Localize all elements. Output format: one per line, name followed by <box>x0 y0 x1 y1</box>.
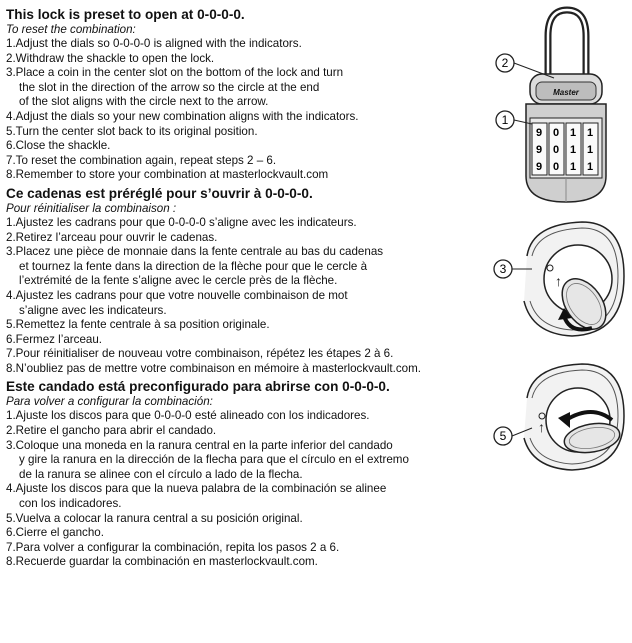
step-item <box>6 424 426 439</box>
step-text: 1.Ajuste los discos para que 0-0-0-0 esté alineado con los indicadores. <box>6 409 370 423</box>
step-item <box>6 347 426 362</box>
english-title: This lock is preset to open at 0-0-0-0. <box>6 7 245 22</box>
step-item <box>6 52 426 67</box>
step-text: 3.Placez une pièce de monnaie dans la fente centrale au bas du cadenas <box>6 245 384 259</box>
svg-text:↑: ↑ <box>555 273 562 289</box>
svg-text:1: 1 <box>569 144 577 156</box>
instructions-text <box>6 6 426 570</box>
step-text: 8.N’oubliez pas de mettre votre combinaison en mémoire à masterlockvault.com. <box>6 361 421 375</box>
svg-text:1: 1 <box>586 144 594 156</box>
step-text: 7.To reset the combination again, repeat steps 2 – 6. <box>6 153 277 167</box>
step-text: 6.Fermez l’arceau. <box>6 332 103 346</box>
step-text: 4.Ajuste los discos para que la nueva palabra de la combinación se alinee <box>6 482 387 496</box>
step-item <box>6 409 426 424</box>
english-steps <box>6 37 426 183</box>
step-text: 6.Close the shackle. <box>6 139 111 153</box>
svg-text:1: 1 <box>586 161 594 173</box>
step-text: 7.Para volver a configurar la combinación, repita los pasos 2 a 6. <box>6 540 340 554</box>
svg-text:3: 3 <box>499 262 507 276</box>
spanish-title: Este candado está preconfigurado para abrirse con 0-0-0-0. <box>6 379 390 395</box>
step-item <box>6 245 426 289</box>
step-item <box>6 216 426 231</box>
step-item <box>6 110 426 125</box>
step-item <box>6 37 426 52</box>
svg-text:1: 1 <box>569 161 577 173</box>
step-item <box>6 125 426 140</box>
step-text: 2.Retire el gancho para abrir el candado. <box>6 424 217 438</box>
step-item <box>6 555 426 570</box>
spanish-subtitle: Para volver a configurar la combinación: <box>6 395 213 409</box>
french-section <box>6 185 426 377</box>
svg-text:↑: ↑ <box>538 419 545 435</box>
svg-text:0: 0 <box>552 127 560 139</box>
padlock-illustration <box>480 6 630 211</box>
step-text: 5.Remettez la fente centrale à sa position originale. <box>6 318 270 332</box>
step-item <box>6 333 426 348</box>
step-text: 3.Coloque una moneda en la ranura central en la parte inferior del candado <box>6 438 393 452</box>
english-subtitle: To reset the combination: <box>6 23 136 36</box>
step-item <box>6 512 426 527</box>
step-item <box>6 439 426 483</box>
step-text: 8.Remember to store your combination at masterlockvault.com <box>6 168 329 182</box>
svg-text:1: 1 <box>586 127 594 139</box>
step-continuation: of the slot aligns with the circle next to the arrow. <box>19 95 269 109</box>
step-text: 7.Pour réinitialiser de nouveau votre combinaison, répétez les étapes 2 à 6. <box>6 347 394 361</box>
step-item <box>6 139 426 154</box>
step-continuation: y gire la ranura en la dirección de la flecha para que el círculo en el extremo <box>19 453 409 467</box>
coin-slot-illustration-3 <box>492 216 627 341</box>
step-continuation: s’aligne avec les indicateurs. <box>19 303 167 317</box>
step-continuation: l’extrémité de la fente s’aligne avec le cercle près de la flèche. <box>19 274 338 288</box>
step-text: 1.Ajustez les cadrans pour que 0-0-0-0 s’aligne avec les indicateurs. <box>6 215 357 229</box>
svg-text:9: 9 <box>535 127 543 139</box>
step-item <box>6 168 426 183</box>
step-text: 6.Cierre el gancho. <box>6 526 104 540</box>
step-item <box>6 66 426 110</box>
step-item <box>6 541 426 556</box>
step-item <box>6 289 426 318</box>
step-item <box>6 526 426 541</box>
step-text: 2.Withdraw the shackle to open the lock. <box>6 51 215 65</box>
step-text: 5.Turn the center slot back to its original position. <box>6 124 258 138</box>
step-continuation: con los indicadores. <box>19 497 122 511</box>
step-text: 5.Vuelva a colocar la ranura central a su posición original. <box>6 511 303 525</box>
english-section <box>6 6 426 183</box>
french-steps <box>6 216 426 377</box>
svg-text:5: 5 <box>499 429 507 443</box>
step-item <box>6 318 426 333</box>
step-item <box>6 231 426 246</box>
step-text: 1.Adjust the dials so 0-0-0-0 is aligned with the indicators. <box>6 37 302 50</box>
svg-text:9: 9 <box>535 161 543 173</box>
svg-text:2: 2 <box>501 56 509 70</box>
coin-slot-illustration-5 <box>492 360 627 475</box>
step-item <box>6 362 426 377</box>
step-text: 4.Adjust the dials so your new combination aligns with the indicators. <box>6 109 359 123</box>
step-item <box>6 482 426 511</box>
step-text: 4.Ajustez les cadrans pour que votre nouvelle combinaison de mot <box>6 288 348 302</box>
step-continuation: de la ranura se alinee con el círculo a lado de la flecha. <box>19 467 303 481</box>
step-text: 2.Retirez l’arceau pour ouvrir le cadenas. <box>6 230 218 244</box>
svg-text:1: 1 <box>501 113 509 127</box>
spanish-section <box>6 378 426 570</box>
svg-text:1: 1 <box>569 127 577 139</box>
step-continuation: et tournez la fente dans la direction de la flèche pour que le cercle à <box>19 259 368 273</box>
step-item <box>6 154 426 169</box>
svg-text:0: 0 <box>552 161 560 173</box>
step-text: 8.Recuerde guardar la combinación en masterlockvault.com. <box>6 555 318 569</box>
french-subtitle: Pour réinitialiser la combinaison : <box>6 201 177 215</box>
svg-text:9: 9 <box>535 144 543 156</box>
brand-label: Master <box>553 88 579 97</box>
french-title: Ce cadenas est préréglé pour s’ouvrir à 0-0-0-0. <box>6 185 313 201</box>
svg-text:0: 0 <box>552 144 560 156</box>
step-text: 3.Place a coin in the center slot on the bottom of the lock and turn <box>6 66 344 80</box>
step-continuation: the slot in the direction of the arrow so the circle at the end <box>19 80 320 94</box>
spanish-steps <box>6 409 426 570</box>
